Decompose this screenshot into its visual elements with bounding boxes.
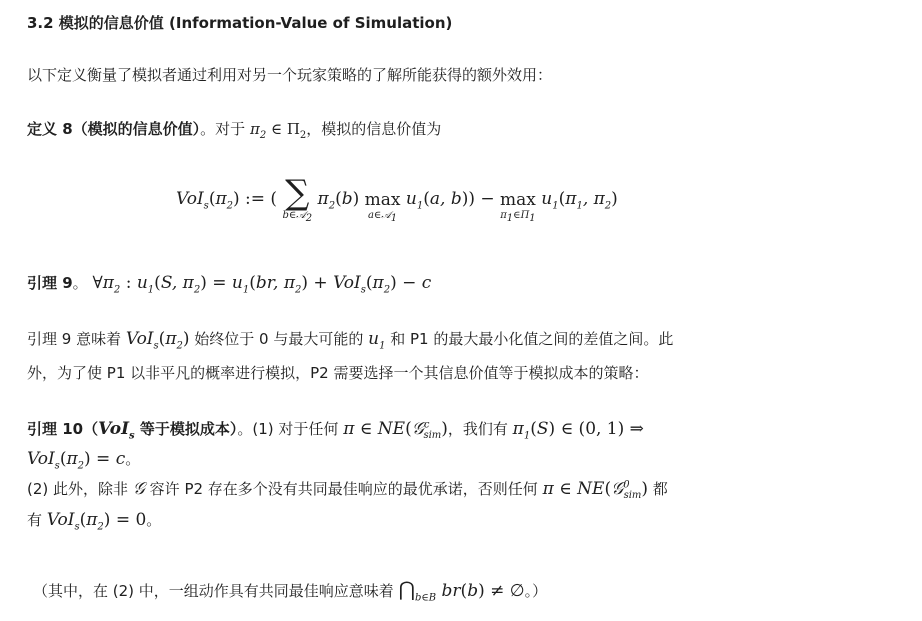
lemma10-text3: (2) 此外，除非	[27, 480, 133, 498]
para-u1-math: $u_1$	[368, 329, 386, 352]
voi-equation: $VoI_s(\pi_2)$ := ( ∑ b∈𝒜$_2$ $\pi_2(b)$ max a∈𝒜$_1$ $u_1(a$, b)) − max $\pi_1\in\Pi_1$ $u_1(\pi_1$, $\pi_2$)	[176, 173, 618, 224]
remark	[33, 577, 902, 603]
lemma-9	[27, 271, 902, 295]
paragraph-line-2: 外，为了使 P1 以非平凡的概率进行模拟，P2 需要选择一个其信息价值等于模拟成本的策略：	[27, 364, 649, 382]
paragraph-line-1	[27, 327, 902, 351]
remark-text-b: 。）	[524, 582, 548, 600]
definition-text-a: 。对于	[200, 120, 250, 138]
lemma10-text3-b: 容许 P2 存在多个没有共同最佳响应的最优承诺，否则任何	[144, 480, 543, 498]
max-operator-2: max $\pi_1\in\Pi_1$	[500, 190, 536, 224]
lemma10-ne0-math: π ∈ NE(𝒢$^0_{sim}$)	[542, 479, 649, 502]
definition-math: $\pi_2$ ∈ $\Pi_2$	[249, 120, 307, 141]
definition-text-b: ，模拟的信息价值为	[306, 120, 442, 138]
definition-8	[27, 117, 902, 141]
lemma10-ne-math: π ∈ NE(𝒢$^c_{sim}$)	[343, 419, 448, 442]
para-text-b: 始终位于 0 与最大可能的	[189, 330, 369, 348]
lemma10-label-a: 引理 10（	[27, 420, 99, 438]
lemma10-text1-a: 。(1) 对于任何	[237, 420, 344, 438]
intro-paragraph: 以下定义衡量了模拟者通过利用对另一个玩家策略的了解所能获得的额外效用：	[27, 66, 553, 84]
definition-label: 定义 8（模拟的信息价值）	[27, 120, 201, 138]
lemma-10-line-1	[27, 417, 902, 441]
lemma-10-line-4	[27, 508, 902, 532]
lemma10-text3-c: 都	[648, 480, 668, 498]
lemma10-voi0-math: $VoI_s(\pi_2) = 0$	[46, 510, 147, 533]
para-text-c: 和 P1 的最大最小化值之间的差值之间。此	[385, 330, 674, 348]
remark-math: $⋂_{b\in B}$ br(b) ≠ ∅	[398, 577, 525, 604]
lemma10-text4-a: 有	[27, 511, 47, 529]
lemma-10-line-3	[27, 477, 902, 501]
lemma10-label-math: VoI$_s$	[98, 419, 135, 442]
lemma-10-line-2	[27, 447, 902, 471]
section-title: 3.2 模拟的信息价值 (Information-Value of Simulation)	[27, 14, 453, 32]
lemma10-g-math: 𝒢	[132, 479, 145, 499]
para-text-a: 引理 9 意味着	[27, 330, 126, 348]
lemma10-voi-math: $VoI_s(\pi_2) = c$	[27, 449, 126, 472]
lemma9-label: 引理 9	[27, 274, 73, 292]
lemma10-text2-tail: 。	[125, 450, 141, 468]
sum-operator: ∑ b∈𝒜$_2$	[282, 173, 313, 224]
para-voi-math: $VoI_s(\pi_2)$	[125, 329, 190, 352]
lemma10-label-b: 等于模拟成本）	[134, 420, 238, 438]
remark-text-a: （其中，在 (2) 中，一组动作具有共同最佳响应意味着	[33, 582, 399, 600]
lemma10-text1-b: ，我们有	[447, 420, 513, 438]
lemma10-text4-tail: 。	[146, 511, 162, 529]
lemma9-math: $\forall\pi_2$ : $u_1(S$, $\pi_2) = u_1(br$, $\pi_2) + VoI_s(\pi_2) - c$	[92, 273, 432, 296]
lemma10-pi-math: $\pi_1(S)$ ∈ (0, 1) ⇒	[512, 419, 644, 442]
lemma9-sep: 。	[72, 274, 88, 292]
max-operator-1: max a∈𝒜$_1$	[364, 190, 401, 224]
